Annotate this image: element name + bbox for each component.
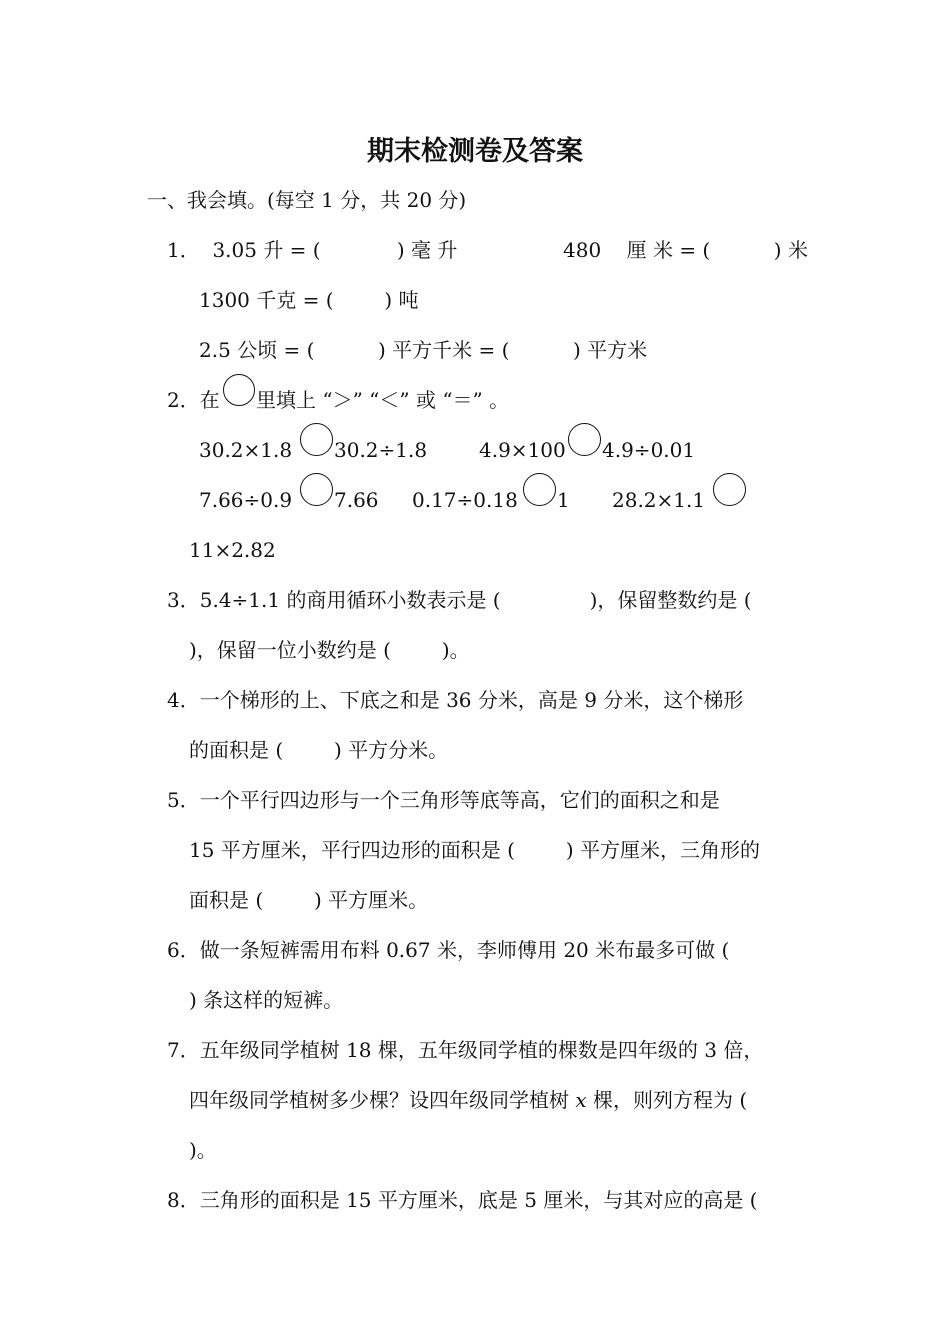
question-3-line-2: )，保留一位小数约是 ( )。	[189, 638, 470, 662]
question-5-line-1: 5．一个平行四边形与一个三角形等底等高，它们的面积之和是	[167, 788, 720, 812]
compare-expr: 30.2×1.8	[199, 438, 293, 462]
question-7-text-a: 四年级同学植树多少棵？设四年级同学植树	[189, 1088, 576, 1112]
question-4-line-2: 的面积是 ( ) 平方分米。	[189, 738, 449, 762]
question-4-line-1: 4．一个梯形的上、下底之和是 36 分米，高是 9 分米，这个梯形	[167, 688, 744, 712]
question-2-suffix: 里填上 “＞” “＜” 或 “＝” 。	[256, 388, 510, 412]
compare-expr: 1	[557, 488, 570, 512]
question-7-line-1: 7．五年级同学植树 18 棵，五年级同学植的棵数是四年级的 3 倍，	[167, 1038, 764, 1062]
question-1-line-1a: 1． 3.05 升 = ( ) 毫 升	[167, 238, 458, 262]
question-5-line-3: 面积是 ( ) 平方厘米。	[189, 888, 429, 912]
compare-expr: 28.2×1.1	[612, 488, 706, 512]
question-7-line-2	[189, 1086, 747, 1114]
compare-circle-icon[interactable]	[300, 473, 333, 506]
compare-expr: 4.9÷0.01	[602, 438, 696, 462]
question-1-line-1b: 480 厘 米 = ( ) 米	[563, 238, 808, 262]
compare-circle-icon[interactable]	[523, 473, 556, 506]
compare-circle-icon[interactable]	[568, 423, 601, 456]
compare-expr: 11×2.82	[189, 538, 276, 562]
question-1-line-2: 1300 千克 = ( ) 吨	[199, 288, 419, 312]
section-heading: 一、我会填。(每空 1 分，共 20 分)	[147, 188, 467, 212]
compare-circle-icon[interactable]	[713, 473, 746, 506]
compare-expr: 30.2÷1.8	[334, 438, 428, 462]
compare-expr: 4.9×100	[479, 438, 566, 462]
question-6-line-2: ) 条这样的短裤。	[189, 988, 344, 1012]
question-1-line-3: 2.5 公顷 = ( ) 平方千米 = ( ) 平方米	[199, 338, 648, 362]
question-8-line-1: 8．三角形的面积是 15 平方厘米，底是 5 厘米，与其对应的高是 (	[167, 1188, 758, 1212]
compare-expr: 7.66÷0.9	[199, 488, 293, 512]
question-7-text-b: 棵，则列方程为 (	[586, 1088, 748, 1112]
variable-x: x	[575, 1088, 587, 1112]
question-7-line-3: )。	[189, 1138, 217, 1162]
page-title: 期末检测卷及答案	[367, 136, 583, 167]
compare-circle-icon[interactable]	[300, 423, 333, 456]
question-6-line-1: 6．做一条短裤需用布料 0.67 米，李师傅用 20 米布最多可做 (	[167, 938, 730, 962]
question-3-line-1: 3．5.4÷1.1 的商用循环小数表示是 ( )，保留整数约是 (	[167, 588, 752, 612]
question-2-prefix: 2．在	[167, 388, 220, 412]
compare-expr: 7.66	[334, 488, 379, 512]
question-5-line-2: 15 平方厘米，平行四边形的面积是 ( ) 平方厘米，三角形的	[189, 838, 760, 862]
compare-expr: 0.17÷0.18	[412, 488, 518, 512]
compare-circle-icon	[223, 374, 255, 406]
